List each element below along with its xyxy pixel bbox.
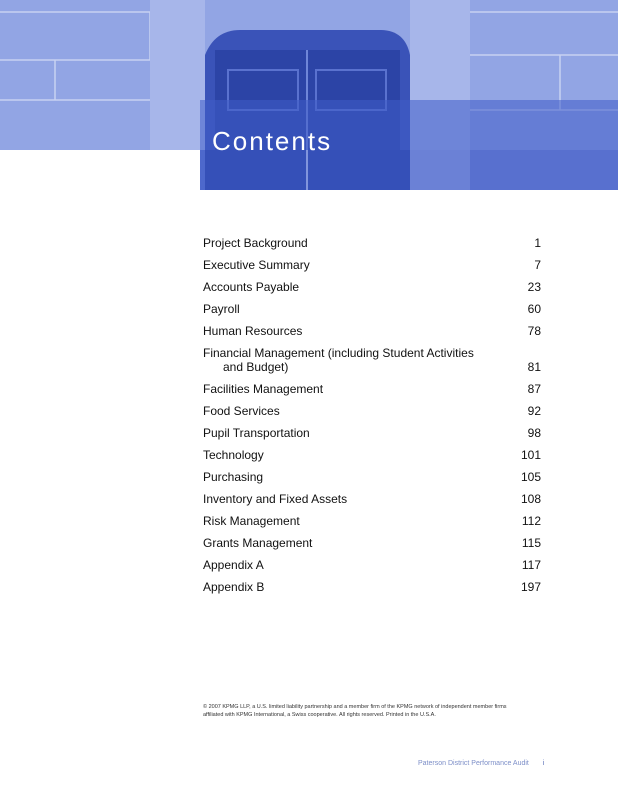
toc-entry[interactable] — [203, 536, 541, 550]
toc-entry[interactable] — [203, 280, 541, 294]
footer-document-title: Paterson District Performance Audit — [418, 760, 529, 767]
toc-entry[interactable] — [203, 404, 541, 418]
toc-entry[interactable] — [203, 302, 541, 316]
toc-entry-page: 1 — [534, 236, 541, 250]
toc-entry-page: 112 — [521, 514, 541, 528]
toc-entry-page: 92 — [527, 404, 541, 418]
page-footer — [418, 760, 544, 767]
copyright-line-2: affiliated with KPMG International, a Swiss cooperative. All rights reserved. Printed in the U.S.A. — [203, 712, 436, 718]
toc-entry[interactable] — [203, 514, 541, 528]
toc-entry-title: Appendix B — [203, 580, 265, 594]
toc-entry-title: Inventory and Fixed Assets — [203, 492, 348, 506]
toc-entry-title-line2: and Budget) — [223, 360, 289, 374]
page-title: Contents — [212, 126, 333, 156]
toc-entry-title: Technology — [203, 448, 264, 462]
toc-entry[interactable] — [203, 580, 541, 594]
toc-entry-page: 87 — [527, 382, 541, 396]
toc-entry[interactable] — [203, 258, 541, 272]
toc-entry-title: Purchasing — [203, 470, 264, 484]
toc-entry[interactable] — [203, 492, 541, 506]
toc-entry-title-line1: Financial Management (including Student Activities — [203, 346, 474, 360]
copyright-notice — [203, 703, 548, 719]
toc-entry-page: 108 — [520, 492, 541, 506]
toc-entry-page: 23 — [527, 280, 541, 294]
toc-entry-page: 7 — [534, 258, 541, 272]
toc-entry[interactable] — [203, 426, 541, 440]
toc-entry-page: 98 — [527, 426, 541, 440]
toc-entry-page: 197 — [520, 580, 541, 594]
toc-entry-title: Project Background — [203, 236, 308, 250]
toc-entry-page: 78 — [527, 324, 541, 338]
toc-entry-title: Facilities Management — [203, 382, 324, 396]
toc-entry[interactable] — [203, 558, 541, 572]
toc-entry[interactable] — [203, 382, 541, 396]
copyright-line-1: © 2007 KPMG LLP, a U.S. limited liability partnership and a member firm of the KPMG network of independent member firms — [203, 704, 507, 710]
toc-entry[interactable] — [203, 236, 541, 250]
toc-entry[interactable] — [203, 346, 541, 374]
toc-entry-page: 105 — [520, 470, 541, 484]
toc-entry-title: Payroll — [203, 302, 240, 316]
toc-entry-page: 117 — [521, 558, 541, 572]
toc-entry[interactable] — [203, 448, 541, 462]
toc-entry[interactable] — [203, 324, 541, 338]
toc-entry-page: 101 — [520, 448, 541, 462]
toc-entry-title — [203, 346, 474, 374]
toc-entry-title: Grants Management — [203, 536, 313, 550]
toc-entry-title: Human Resources — [203, 324, 303, 338]
toc-entry-page: 115 — [521, 536, 541, 550]
toc-entry-title: Accounts Payable — [203, 280, 300, 294]
toc-entry-page: 81 — [527, 360, 541, 374]
table-of-contents — [203, 236, 541, 602]
toc-entry-title: Appendix A — [203, 558, 264, 572]
toc-entry-page: 60 — [527, 302, 541, 316]
toc-entry-title: Risk Management — [203, 514, 300, 528]
toc-entry-title: Executive Summary — [203, 258, 310, 272]
footer-page-number: i — [542, 760, 545, 767]
toc-entry-title: Pupil Transportation — [203, 426, 310, 440]
toc-entry-title: Food Services — [203, 404, 280, 418]
toc-entry[interactable] — [203, 470, 541, 484]
